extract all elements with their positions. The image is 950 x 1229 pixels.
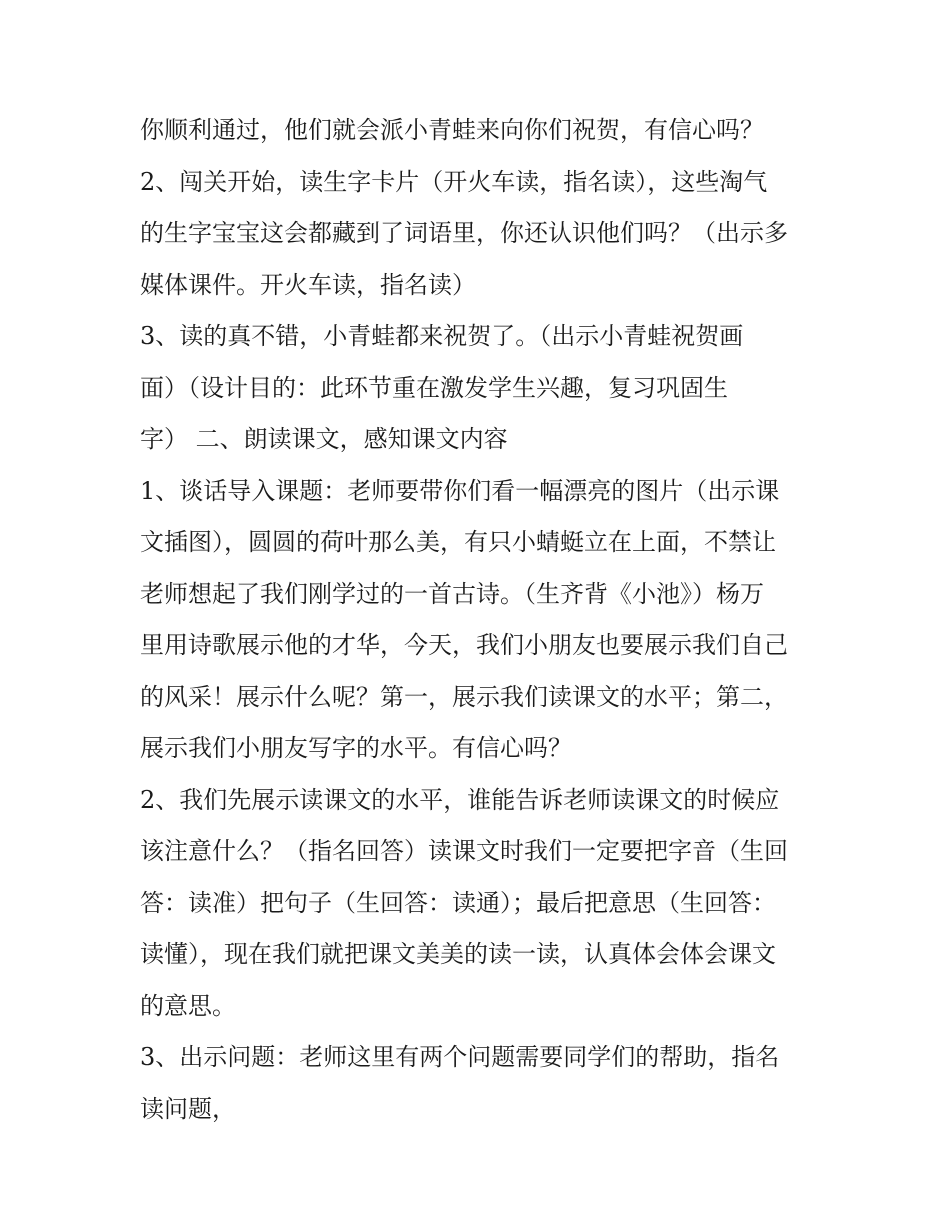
text-line: 展示我们小朋友写字的水平。有信心吗？ xyxy=(140,734,572,762)
text-line: 1、谈话导入课题：老师要带你们看一幅漂亮的图片（出示课 xyxy=(140,476,780,505)
text-line: 2、闯关开始，读生字卡片（开火车读，指名读），这些淘气 xyxy=(140,167,768,196)
text-line: 3、出示问题：老师这里有两个问题需要同学们的帮助，指名 xyxy=(140,1043,780,1071)
text-line: 读懂），现在我们就把课文美美的读一读，认真体会体会课文 xyxy=(140,940,776,968)
text-line: 字） 二、朗读课文，感知课文内容 xyxy=(140,425,508,453)
text-line: 媒体课件。开火车读，指名读） xyxy=(140,270,476,299)
text-line: 里用诗歌展示他的才华，今天，我们小朋友也要展示我们自己 xyxy=(140,631,788,659)
text-line: 2、我们先展示读课文的水平，谁能告诉老师读课文的时候应 xyxy=(140,785,780,814)
text-line: 老师想起了我们刚学过的一首古诗。（生齐背《小池》）杨万 xyxy=(140,579,764,608)
text-line: 面）（设计目的：此环节重在激发学生兴趣，复习巩固生 xyxy=(140,373,728,402)
text-line: 该注意什么？（指名回答）读课文时我们一定要把字音（生回 xyxy=(140,837,788,865)
text-line: 读问题， xyxy=(140,1094,236,1123)
text-line: 的风采！展示什么呢？第一，展示我们读课文的水平；第二， xyxy=(140,682,788,711)
document-body xyxy=(140,105,820,1135)
text-line: 的意思。 xyxy=(140,991,236,1020)
text-line: 3、读的真不错，小青蛙都来祝贺了。（出示小青蛙祝贺画 xyxy=(140,322,744,350)
text-line: 的生字宝宝这会都藏到了词语里，你还认识他们吗？（出示多 xyxy=(140,219,788,247)
text-line: 答：读准）把句子（生回答：读通）；最后把意思（生回答： xyxy=(140,888,776,917)
text-line: 文插图），圆圆的荷叶那么美，有只小蜻蜓立在上面，不禁让 xyxy=(140,528,776,556)
text-line: 你顺利通过，他们就会派小青蛙来向你们祝贺，有信心吗？ xyxy=(140,116,764,144)
